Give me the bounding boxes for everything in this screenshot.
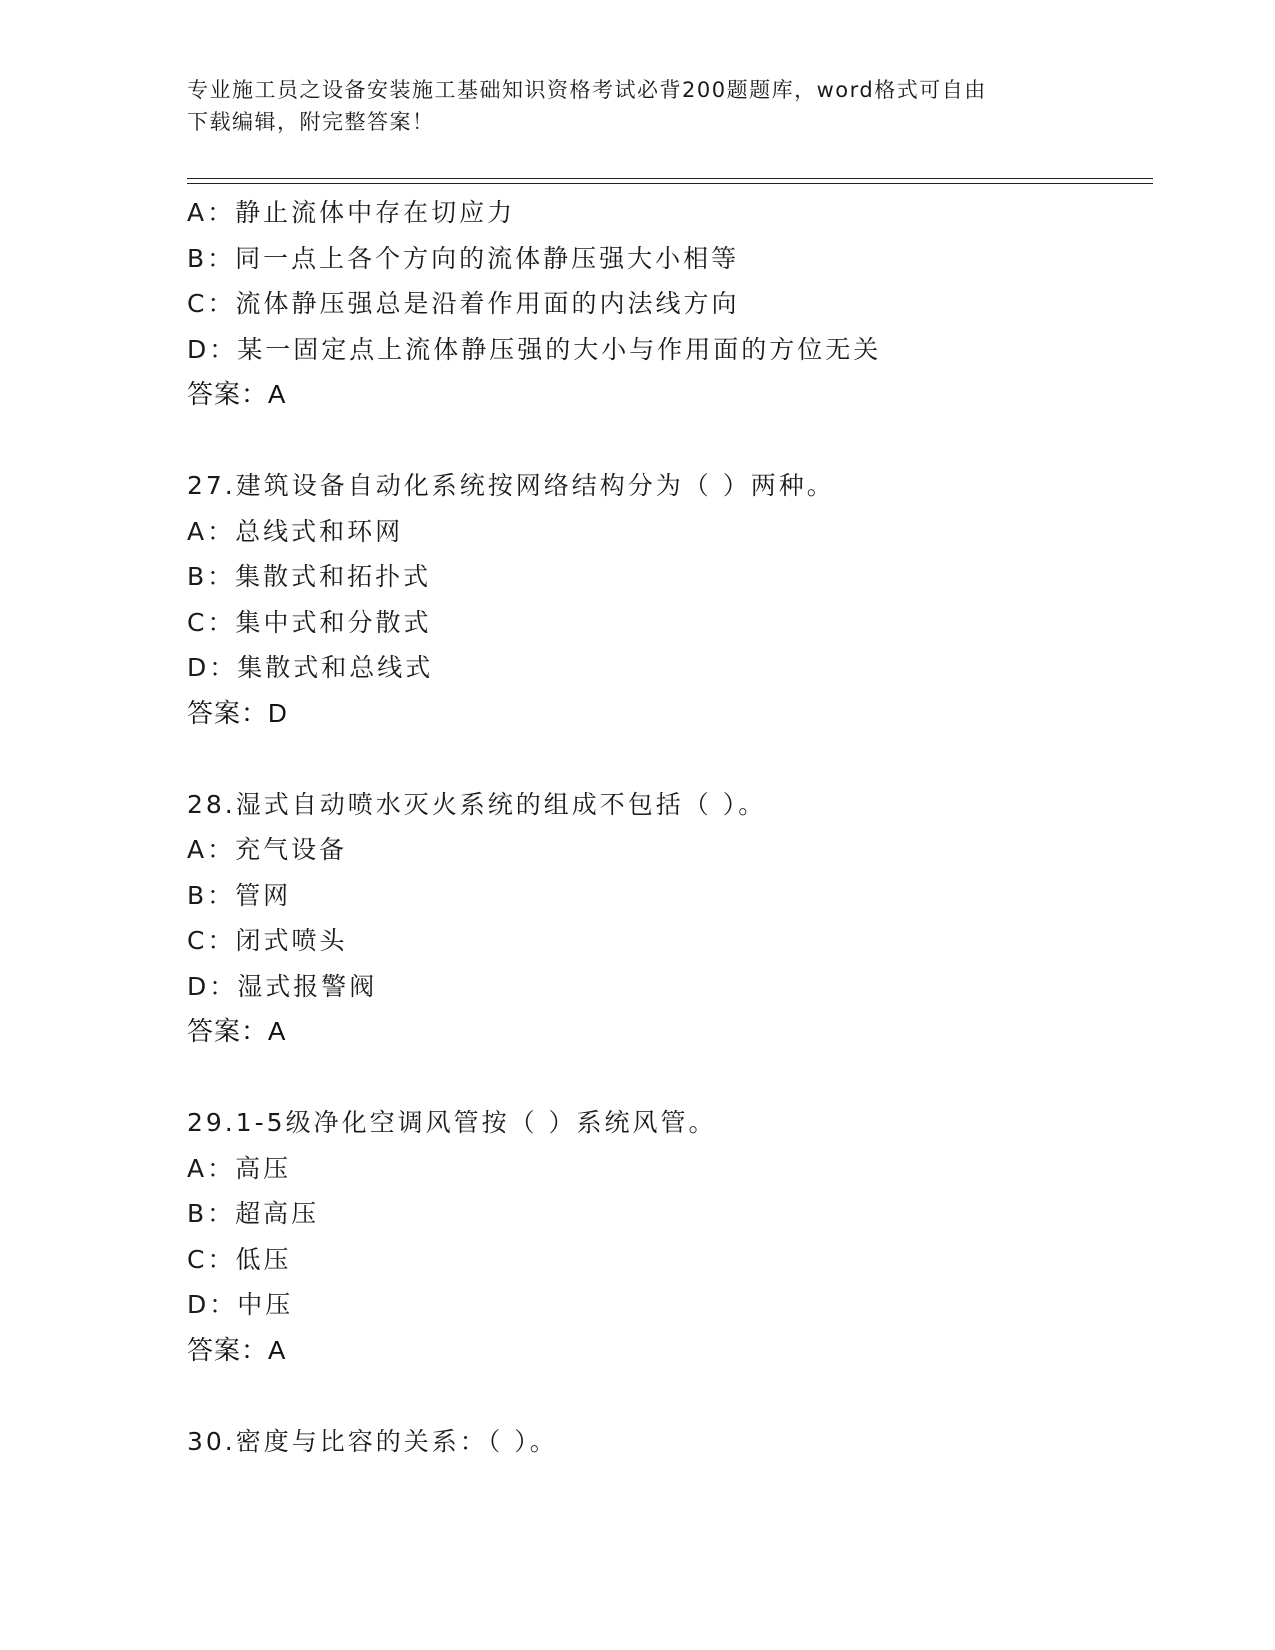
question-28-option-c: C：闭式喷头 — [187, 926, 348, 955]
header-divider-thin — [187, 183, 1153, 184]
question-27-answer: 答案：D — [187, 697, 288, 728]
spacer — [187, 736, 1147, 782]
question-28-option-d: D：湿式报警阀 — [187, 971, 378, 1001]
question-27-stem: 27.建筑设备自动化系统按网络结构分为（ ）两种。 — [187, 471, 835, 500]
question-28-answer: 答案：A — [187, 1016, 287, 1046]
spacer — [187, 418, 1147, 464]
question-26-option-a: A：静止流体中存在切应力 — [187, 198, 516, 227]
question-26-option-c: C：流体静压强总是沿着作用面的内法线方向 — [187, 289, 740, 318]
header-divider-thick — [187, 178, 1153, 179]
question-29-option-c: C：低压 — [187, 1244, 292, 1274]
question-27-option-b: B：集散式和拓扑式 — [187, 562, 432, 591]
question-27-option-d: D：集散式和总线式 — [187, 653, 434, 682]
question-30-stem: 30.密度与比容的关系：（ ）。 — [187, 1426, 558, 1456]
question-28-stem: 28.湿式自动喷水灭火系统的组成不包括（ ）。 — [187, 789, 767, 819]
question-28 — [187, 782, 1147, 1055]
question-29-stem: 29.1-5级净化空调风管按（ ）系统风管。 — [187, 1108, 717, 1137]
document-header — [187, 74, 1087, 138]
question-29-option-a: A：高压 — [187, 1153, 292, 1183]
question-26-option-b: B：同一点上各个方向的流体静压强大小相等 — [187, 243, 740, 273]
question-list — [187, 190, 1147, 1464]
question-27-option-c: C：集中式和分散式 — [187, 607, 432, 637]
header-title-line-2: 下载编辑，附完整答案！ — [187, 110, 435, 134]
question-28-option-a: A：充气设备 — [187, 835, 348, 864]
question-29-option-b: B：超高压 — [187, 1199, 320, 1228]
question-26 — [187, 190, 1147, 418]
question-26-answer: 答案：A — [187, 379, 287, 409]
question-27-option-a: A：总线式和环网 — [187, 516, 404, 546]
question-28-option-b: B：管网 — [187, 880, 292, 910]
question-29 — [187, 1100, 1147, 1373]
question-30 — [187, 1419, 1147, 1465]
question-27 — [187, 463, 1147, 736]
question-26-option-d: D：某一固定点上流体静压强的大小与作用面的方位无关 — [187, 334, 882, 364]
spacer — [187, 1373, 1147, 1419]
spacer — [187, 1055, 1147, 1101]
header-title-line-1: 专业施工员之设备安装施工基础知识资格考试必背200题题库，word格式可自由 — [187, 78, 987, 102]
question-29-option-d: D：中压 — [187, 1290, 294, 1319]
question-29-answer: 答案：A — [187, 1334, 287, 1365]
